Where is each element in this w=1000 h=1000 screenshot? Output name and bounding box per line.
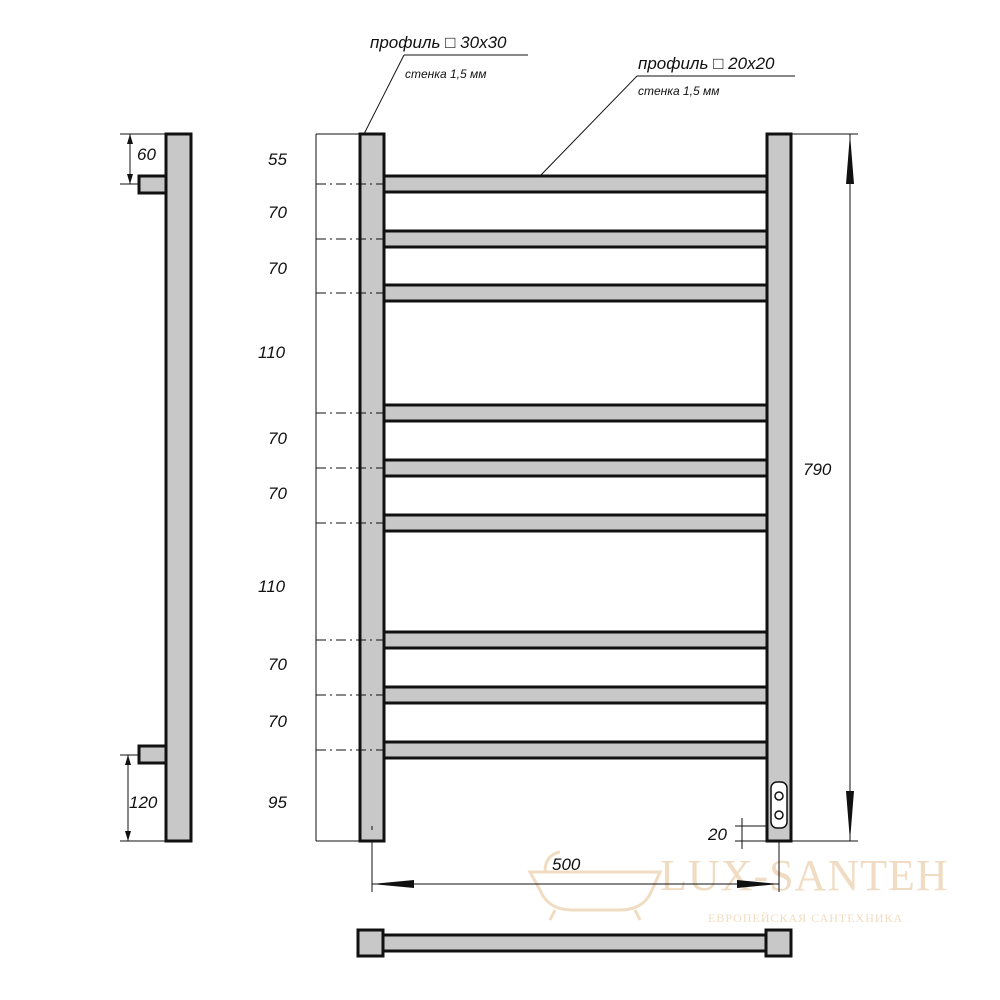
profile-vertical-label: профиль □ 30x30 [370,33,507,52]
side-dim-bottom: 120 [129,793,158,812]
profile-callout-vertical [364,33,528,134]
spacing-label: 110 [258,577,286,596]
height-dimension [791,134,858,841]
height-label: 790 [803,460,832,479]
side-bottom-bracket [139,746,166,763]
rung [384,742,767,758]
rung [384,285,767,301]
profile-horizontal-wall: стенка 1,5 мм [638,84,720,98]
rung [384,515,767,531]
spacing-label: 70 [268,712,287,731]
rung [384,687,767,703]
spacing-label: 70 [268,484,287,503]
connector-offset-label: 20 [708,825,727,844]
right-upright [767,134,791,841]
rungs [384,176,767,758]
rung [384,632,767,648]
top-rung [383,935,769,951]
watermark-brand: LUX-SANTEH [660,851,949,900]
side-top-bracket [139,176,166,193]
bathtub-logo-icon [530,852,660,920]
connector-offset-dimension [707,818,767,849]
rung [384,176,767,192]
top-right-upright [766,930,791,956]
front-view [258,33,858,892]
profile-horizontal-label: профиль □ 20x20 [638,54,775,73]
spacing-label: 95 [268,793,287,812]
rung [384,460,767,476]
side-upright [166,134,191,841]
watermark-tagline: ЕВРОПЕЙСКАЯ САНТЕХНИКА [708,911,904,925]
side-view [120,134,191,841]
spacing-label: 70 [268,429,287,448]
rung [384,231,767,247]
profile-callout-horizontal [540,54,795,176]
top-view [358,930,791,956]
spacing-label: 70 [268,655,287,674]
side-dim-top: 60 [137,145,156,164]
spacing-label: 70 [268,259,287,278]
profile-vertical-wall: стенка 1,5 мм [405,67,487,81]
rung [384,405,767,421]
connector-icon [771,782,787,828]
spacing-label: 55 [268,150,287,169]
spacing-label: 110 [258,343,286,362]
watermark [530,851,949,925]
top-left-upright [358,930,383,956]
spacing-label: 70 [268,203,287,222]
left-upright [360,134,384,841]
width-label: 500 [552,855,581,874]
